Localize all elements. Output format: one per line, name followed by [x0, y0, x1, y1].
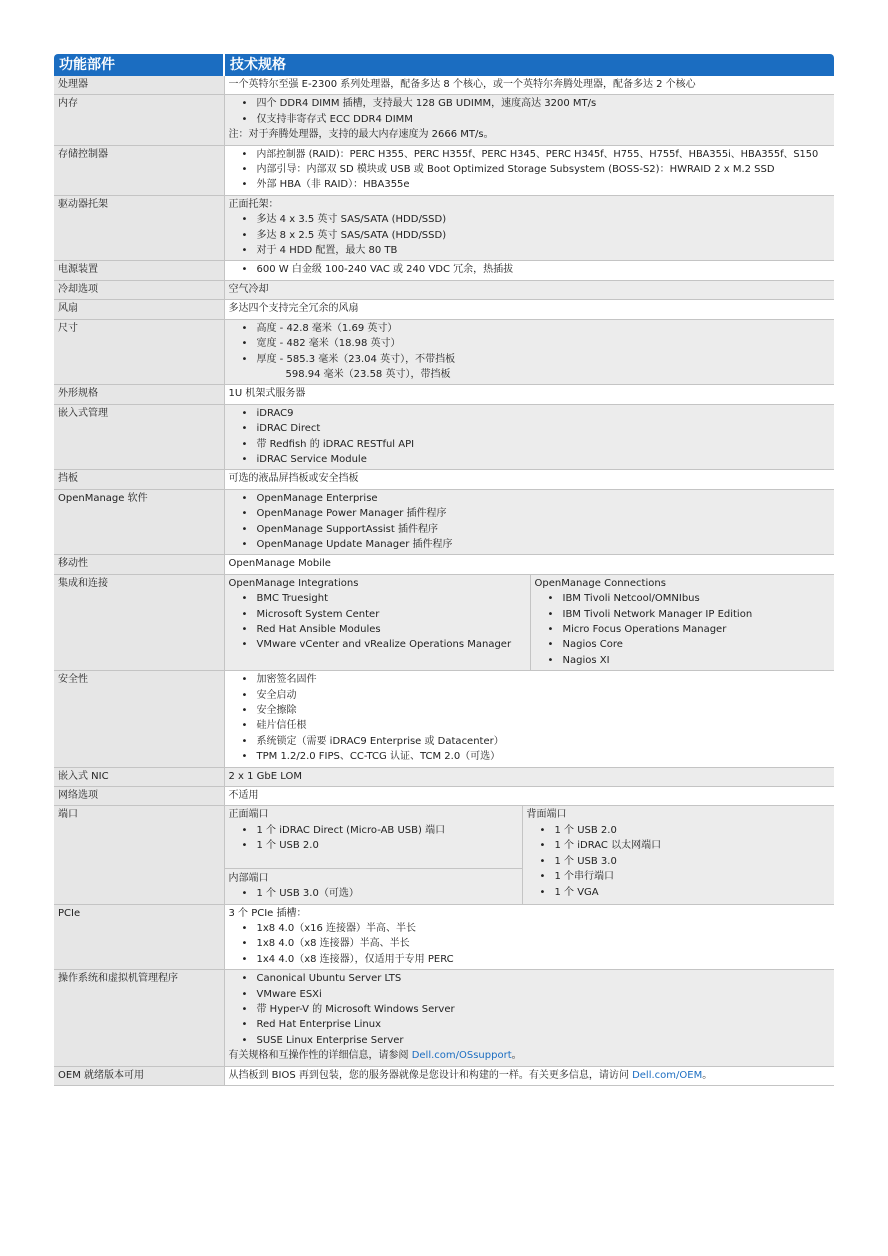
row-dimensions: [54, 319, 834, 385]
integrations-right: [531, 575, 835, 670]
list-item: • 1 个 USB 2.0: [555, 823, 831, 838]
label-power: 电源装置: [54, 261, 224, 280]
label-nic: 嵌入式 NIC: [54, 767, 224, 786]
list-item: • iDRAC9: [257, 406, 831, 421]
row-memory: [54, 95, 834, 145]
rear-ports: [523, 806, 835, 903]
list-item: • 1 个串行端口: [555, 869, 831, 884]
list-item: • 1x4 4.0（x8 连接器），仅适用于专用 PERC: [257, 952, 831, 967]
os-note-prefix: 有关规格和互操作性的详细信息，请参阅: [228, 1050, 412, 1062]
row-mobility: [54, 555, 834, 574]
list-item: • VMware vCenter and vRealize Operations Manager: [257, 637, 526, 652]
row-power: [54, 261, 834, 280]
label-bays: 驱动器托架: [54, 195, 224, 261]
row-os: [54, 970, 834, 1066]
list-item: • OpenManage Enterprise: [257, 491, 831, 506]
label-openmanage: OpenManage 软件: [54, 489, 224, 555]
row-integrations: [54, 574, 834, 670]
list-item: • OpenManage Update Manager 插件程序: [257, 537, 831, 552]
value-form: 1U 机架式服务器: [224, 385, 834, 404]
header-spec: 技术规格: [224, 54, 834, 76]
row-bezel: [54, 470, 834, 489]
memory-note: 注：对于奔腾处理器，支持的最大内存速度为 2666 MT/s。: [228, 129, 494, 141]
list-item: • IBM Tivoli Network Manager IP Edition: [563, 607, 831, 622]
list-item: • 1 个 iDRAC Direct (Micro-AB USB) 端口: [257, 823, 518, 838]
row-network: [54, 787, 834, 806]
value-oem: [224, 1066, 834, 1085]
list-item: • OpenManage SupportAssist 插件程序: [257, 522, 831, 537]
list-item: • Nagios XI: [563, 653, 831, 668]
integrations-left-title: OpenManage Integrations: [228, 577, 359, 589]
list-item: • VMware ESXi: [257, 987, 831, 1002]
value-security: [224, 671, 834, 767]
dimensions-extra: 598.94 毫米（23.58 英寸），带挡板: [285, 368, 451, 380]
row-pcie: [54, 904, 834, 970]
value-bezel: 可选的液晶屏挡板或安全挡板: [224, 470, 834, 489]
os-support-link[interactable]: Dell.com/OSsupport: [411, 1050, 512, 1062]
internal-ports: [225, 869, 522, 902]
integrations-left: [225, 575, 531, 670]
row-embedded: [54, 404, 834, 470]
value-bays: [224, 195, 834, 261]
label-mobility: 移动性: [54, 555, 224, 574]
value-mobility: OpenManage Mobile: [224, 555, 834, 574]
label-security: 安全性: [54, 671, 224, 767]
list-item: • 1 个 iDRAC 以太网端口: [555, 838, 831, 853]
row-fans: [54, 300, 834, 319]
label-oem: OEM 就绪版本可用: [54, 1066, 224, 1085]
label-cooling: 冷却选项: [54, 280, 224, 299]
label-fans: 风扇: [54, 300, 224, 319]
list-item: • 硅片信任根: [257, 718, 831, 733]
integrations-right-title: OpenManage Connections: [534, 577, 666, 589]
list-item: • 1 个 USB 3.0（可选）: [257, 886, 522, 901]
list-item: • 600 W 白金级 100-240 VAC 或 240 VDC 冗余，热插拔: [257, 262, 831, 277]
list-item: • 对于 4 HDD 配置，最大 80 TB: [257, 243, 831, 258]
list-item: • iDRAC Direct: [257, 421, 831, 436]
label-embedded: 嵌入式管理: [54, 404, 224, 470]
value-ports: [224, 806, 834, 904]
list-item: • 安全启动: [257, 688, 831, 703]
value-pcie: [224, 904, 834, 970]
value-integrations: [224, 574, 834, 670]
label-processor: 处理器: [54, 76, 224, 95]
list-item: • 高度 - 42.8 毫米（1.69 英寸）: [257, 321, 831, 336]
list-item: • Micro Focus Operations Manager: [563, 622, 831, 637]
row-processor: [54, 76, 834, 95]
value-memory: [224, 95, 834, 145]
value-embedded: [224, 404, 834, 470]
rear-ports-title: 背面端口: [526, 809, 567, 821]
value-openmanage: [224, 489, 834, 555]
list-item: • iDRAC Service Module: [257, 452, 831, 467]
list-item: • Canonical Ubuntu Server LTS: [257, 971, 831, 986]
os-note: [229, 1048, 831, 1063]
value-nic: 2 x 1 GbE LOM: [224, 767, 834, 786]
label-form: 外形规格: [54, 385, 224, 404]
pcie-intro: 3 个 PCIe 插槽：: [228, 907, 307, 919]
list-item: • 带 Hyper-V 的 Microsoft Windows Server: [257, 1002, 831, 1017]
list-item: • 宽度 - 482 毫米（18.98 英寸）: [257, 336, 831, 351]
list-item: • 外部 HBA（非 RAID）：HBA355e: [257, 177, 831, 192]
label-ports: 端口: [54, 806, 224, 904]
list-item: • 多达 4 x 3.5 英寸 SAS/SATA (HDD/SSD): [257, 212, 831, 227]
spec-table: [54, 54, 834, 1086]
list-item: • 内部引导：内部双 SD 模块或 USB 或 Boot Optimized Storage Subsystem (BOSS-S2)：HWRAID 2 x M.2 SSD: [257, 162, 831, 177]
list-item: • 1x8 4.0（x16 连接器）半高、半长: [257, 921, 831, 936]
os-note-suffix: 。: [511, 1050, 522, 1062]
list-item: • 厚度 - 585.3 毫米（23.04 英寸），不带挡板: [257, 352, 831, 367]
list-item: • 内部控制器 (RAID)：PERC H355、PERC H355f、PERC H345、PERC H345f、H755、H755f、HBA355i、HBA355f、S150: [257, 147, 831, 162]
list-item: • 四个 DDR4 DIMM 插槽，支持最大 128 GB UDIMM，速度高达 3200 MT/s: [257, 96, 831, 111]
list-item: • 系统锁定（需要 iDRAC9 Enterprise 或 Datacenter）: [257, 734, 831, 749]
list-item: • 仅支持非寄存式 ECC DDR4 DIMM: [257, 112, 831, 127]
row-form: [54, 385, 834, 404]
header-feature: 功能部件: [54, 54, 224, 76]
list-item: • TPM 1.2/2.0 FIPS、CC-TCG 认证、TCM 2.0（可选）: [257, 749, 831, 764]
list-item: • IBM Tivoli Netcool/OMNIbus: [563, 591, 831, 606]
value-dimensions: [224, 319, 834, 385]
list-item: • 1x8 4.0（x8 连接器）半高、半长: [257, 936, 831, 951]
list-item: • SUSE Linux Enterprise Server: [257, 1033, 831, 1048]
label-dimensions: 尺寸: [54, 319, 224, 385]
oem-link[interactable]: Dell.com/OEM: [632, 1069, 703, 1081]
value-fans: 多达四个支持完全冗余的风扇: [224, 300, 834, 319]
row-storage: [54, 145, 834, 195]
oem-text-prefix: 从挡板到 BIOS 再到包装，您的服务器就像是您设计和构建的一样。有关更多信息，请访问: [228, 1069, 633, 1081]
value-storage: [224, 145, 834, 195]
list-item: • BMC Truesight: [257, 591, 526, 606]
list-item: • 1 个 USB 2.0: [257, 838, 518, 853]
list-item: • Red Hat Enterprise Linux: [257, 1017, 831, 1032]
label-bezel: 挡板: [54, 470, 224, 489]
list-item: • 1 个 USB 3.0: [555, 854, 831, 869]
bays-intro: 正面托架：: [228, 198, 279, 210]
internal-ports-title: 内部端口: [228, 872, 269, 884]
row-security: [54, 671, 834, 767]
header-row: [54, 54, 834, 76]
label-os: 操作系统和虚拟机管理程序: [54, 970, 224, 1066]
row-ports: [54, 806, 834, 904]
value-os: [224, 970, 834, 1066]
list-item: • 1 个 VGA: [555, 885, 831, 900]
label-network: 网络选项: [54, 787, 224, 806]
list-item: • Microsoft System Center: [257, 607, 526, 622]
list-item: • Red Hat Ansible Modules: [257, 622, 526, 637]
value-cooling: 空气冷却: [224, 280, 834, 299]
row-openmanage: [54, 489, 834, 555]
ports-left: [225, 806, 523, 903]
row-nic: [54, 767, 834, 786]
row-cooling: [54, 280, 834, 299]
list-item: • Nagios Core: [563, 637, 831, 652]
front-ports-title: 正面端口: [228, 809, 269, 821]
row-bays: [54, 195, 834, 261]
list-item: • OpenManage Power Manager 插件程序: [257, 506, 831, 521]
label-storage: 存储控制器: [54, 145, 224, 195]
label-pcie: PCIe: [54, 904, 224, 970]
row-oem: [54, 1066, 834, 1085]
list-item: • 带 Redfish 的 iDRAC RESTful API: [257, 437, 831, 452]
list-item: • 加密签名固件: [257, 672, 831, 687]
list-item: • 多达 8 x 2.5 英寸 SAS/SATA (HDD/SSD): [257, 228, 831, 243]
front-ports: [225, 807, 522, 868]
list-item: • 安全擦除: [257, 703, 831, 718]
value-power: [224, 261, 834, 280]
oem-text-suffix: 。: [702, 1069, 713, 1081]
label-integrations: 集成和连接: [54, 574, 224, 670]
value-network: 不适用: [224, 787, 834, 806]
label-memory: 内存: [54, 95, 224, 145]
value-processor: 一个英特尔至强 E-2300 系列处理器，配备多达 8 个核心，或一个英特尔奔腾处理器，配备多达 2 个核心: [224, 76, 834, 95]
